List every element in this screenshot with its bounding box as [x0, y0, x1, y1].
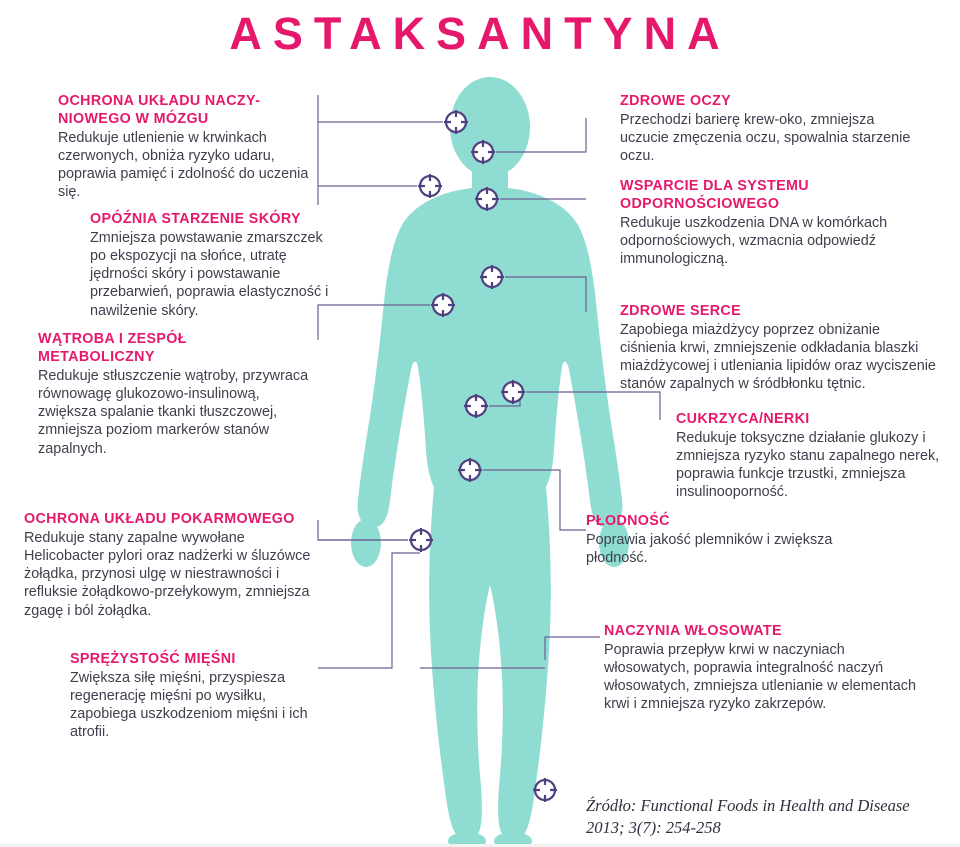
- marker-diabetes[interactable]: [500, 379, 526, 405]
- callout-muscles-body: Zwiększa siłę mięśni, przyspiesza regenerację mięśni po wysiłku, zapobiega uszkodzeniom mięśni i ich atrofii.: [70, 670, 308, 741]
- callout-eyes: [620, 92, 920, 165]
- callout-fertility: [586, 512, 876, 567]
- callout-capillaries: [604, 622, 922, 714]
- callout-eyes-body: Przechodzi barierę krew-oko, zmniejsza uczucie zmęczenia oczu, spowalnia starzenie oczu.: [620, 112, 911, 165]
- marker-skin[interactable]: [417, 173, 443, 199]
- marker-digestive-system[interactable]: [408, 527, 434, 553]
- marker-kidney[interactable]: [463, 393, 489, 419]
- marker-capillaries[interactable]: [532, 777, 558, 803]
- callout-fertility-body: Poprawia jakość plemników i zwiększa płodność.: [586, 532, 833, 567]
- callout-digestive: [24, 510, 324, 620]
- callout-digestive-body: Redukuje stany zapalne wywołane Helicobacter pylori oraz nadżerki w śluzówce żołądka, przynosi ulgę w niestrawności i refluksie żołądkowo-przełykowym, zmniejsza zgagę i ból żołądka.: [24, 530, 311, 619]
- callout-diabetes-kidney-body: Redukuje toksyczne działanie glukozy i zmniejsza ryzyko stanu zapalnego nerek, poprawia funkcje trzustki, zmniejsza insulinooporność.: [676, 430, 940, 501]
- callout-immune-heading: WSPARCIE DLA SYSTEMU ODPORNOŚCIOWEGO: [620, 178, 809, 212]
- callout-skin-aging-heading: OPÓŹNIA STARZENIE SKÓRY: [90, 211, 301, 227]
- marker-brain[interactable]: [443, 109, 469, 135]
- page-title: ASTAKSANTYNA: [229, 8, 731, 59]
- callout-heart-heading: ZDROWE SERCE: [620, 303, 741, 319]
- callout-liver-metabolic-body: Redukuje stłuszczenie wątroby, przywraca równowagę glukozowo-insulinową, zwiększa spalanie tkanki tłuszczowej, zmniejsza poziom markerów stanów zapalnych.: [38, 368, 309, 457]
- callout-capillaries-heading: NACZYNIA WŁOSOWATE: [604, 623, 782, 639]
- source-citation: Źródło: Functional Foods in Health and Disease 2013; 3(7): 254-258: [586, 796, 910, 838]
- callout-muscles: [52, 650, 332, 742]
- callout-skin-aging: [72, 210, 338, 320]
- callout-eyes-heading: ZDROWE OCZY: [620, 93, 732, 109]
- callout-liver-metabolic: [38, 330, 310, 458]
- marker-fertility[interactable]: [457, 457, 483, 483]
- callout-brain-vascular: [58, 92, 310, 202]
- callout-heart-body: Zapobiega miażdżycy poprzez obniżanie ciśnienia krwi, zmniejszenie odkładania blaszki miażdżycowej i utleniania lipidów oraz wyciszenie stanów zapalnych w śródbłonku tętnic.: [620, 322, 936, 393]
- marker-eye[interactable]: [470, 139, 496, 165]
- callout-muscles-heading: SPRĘŻYSTOŚĆ MIĘŚNI: [70, 651, 236, 667]
- callout-capillaries-body: Poprawia przepływ krwi w naczyniach włosowatych, poprawia integralność naczyń włosowatych, zmniejsza utlenianie w elementach krwi i zmniejsza ryzyko zakrzepów.: [604, 642, 916, 713]
- callout-diabetes-kidney: [676, 410, 954, 502]
- callout-diabetes-kidney-heading: CUKRZYCA/NERKI: [676, 411, 810, 427]
- callout-heart: [620, 302, 938, 394]
- callout-skin-aging-body: Zmniejsza powstawanie zmarszczek po ekspozycji na słońce, utratę jędrności skóry i powstawanie przebarwień, poprawia elastyczność i nawilżenie skóry.: [90, 230, 329, 319]
- callout-digestive-heading: OCHRONA UKŁADU POKARMOWEGO: [24, 511, 295, 527]
- callout-brain-vascular-body: Redukuje utlenienie w krwinkach czerwonych, obniża ryzyko udaru, poprawia pamięć i zdolność do uczenia się.: [58, 130, 309, 201]
- callout-brain-vascular-heading: OCHRONA UKŁADU NACZY- NIOWEGO W MÓZGU: [58, 93, 261, 127]
- marker-immune-system[interactable]: [474, 186, 500, 212]
- callout-fertility-heading: PŁODNOŚĆ: [586, 513, 670, 529]
- callout-immune: [620, 177, 922, 268]
- callout-liver-metabolic-heading: WĄTROBA I ZESPÓŁ METABOLICZNY: [38, 331, 187, 365]
- marker-heart[interactable]: [479, 264, 505, 290]
- marker-liver[interactable]: [430, 292, 456, 318]
- callout-immune-body: Redukuje uszkodzenia DNA w komórkach odpornościowych, wzmacnia odpowiedź immunologiczną.: [620, 215, 888, 268]
